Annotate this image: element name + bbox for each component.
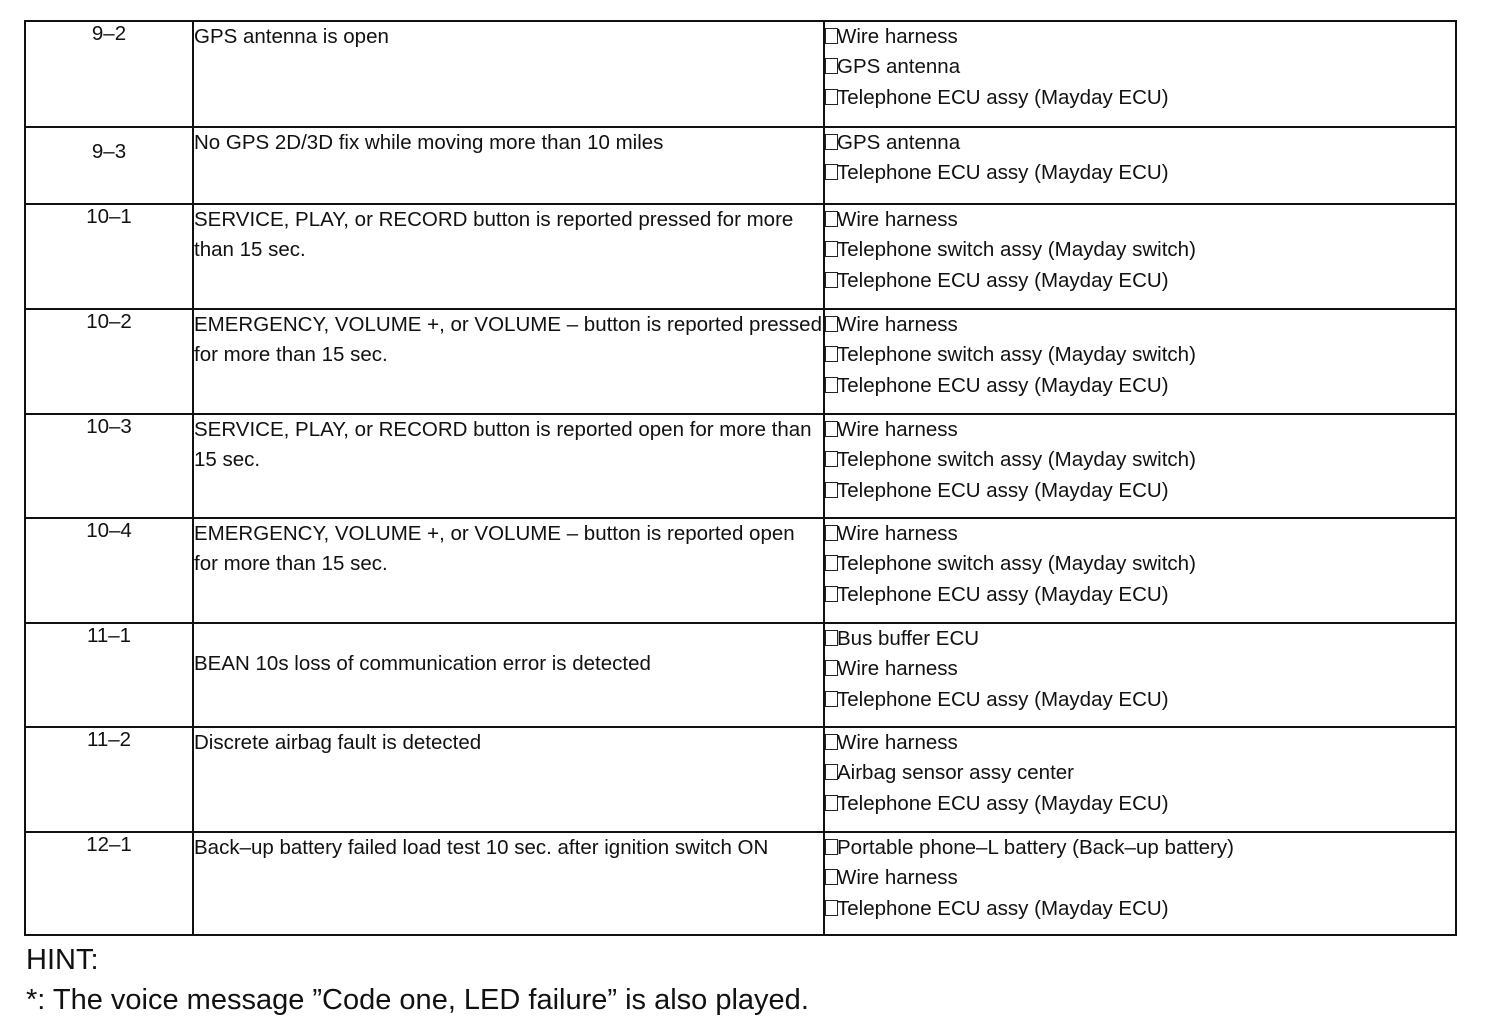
trouble-area-item — [825, 205, 1455, 235]
table-row — [25, 204, 1456, 309]
trouble-area-item — [825, 266, 1455, 296]
dtc-code: 12–1 — [25, 832, 193, 935]
trouble-area-label: Telephone switch assy (Mayday switch) — [837, 238, 1196, 262]
trouble-area-label: Portable phone–L battery (Back–up battery) — [837, 836, 1234, 859]
trouble-area-item — [825, 22, 1455, 52]
table-row — [25, 21, 1456, 127]
trouble-area-label: Telephone ECU assy (Mayday ECU) — [837, 791, 1169, 815]
dtc-code: 9–3 — [25, 127, 193, 204]
trouble-area-item — [825, 158, 1455, 188]
trouble-area-item — [825, 83, 1455, 113]
trouble-area-label: Telephone switch assy (Mayday switch) — [837, 343, 1196, 367]
dtc-table — [24, 20, 1457, 936]
trouble-area-label: Wire harness — [837, 657, 958, 681]
dtc-code: 11–2 — [25, 727, 193, 832]
trouble-area-label: Telephone ECU assy (Mayday ECU) — [837, 687, 1169, 711]
trouble-area-item — [825, 549, 1455, 579]
trouble-area-list — [824, 727, 1456, 832]
trouble-area-label: Telephone ECU assy (Mayday ECU) — [837, 268, 1169, 292]
trouble-area-item — [825, 685, 1455, 715]
trouble-area-label: Wire harness — [837, 313, 958, 336]
trouble-area-item — [825, 728, 1455, 758]
trouble-area-item — [825, 863, 1455, 893]
trouble-area-label: Telephone switch assy (Mayday switch) — [837, 552, 1196, 576]
trouble-area-label: Telephone ECU assy (Mayday ECU) — [837, 582, 1169, 606]
trouble-area-label: Wire harness — [837, 731, 958, 754]
trouble-area-label: Bus buffer ECU — [837, 627, 980, 650]
trouble-area-item — [825, 624, 1455, 654]
table-row — [25, 832, 1456, 935]
trouble-area-item — [825, 445, 1455, 475]
hint-title: HINT: — [26, 944, 99, 976]
trouble-area-item — [825, 654, 1455, 684]
trouble-area-label: Telephone ECU assy (Mayday ECU) — [837, 85, 1169, 109]
trouble-area-label: Telephone ECU assy (Mayday ECU) — [837, 161, 1169, 185]
dtc-description: EMERGENCY, VOLUME +, or VOLUME – button is reported pressed for more than 15 sec. — [193, 309, 824, 414]
dtc-code: 10–3 — [25, 414, 193, 518]
trouble-area-label: Airbag sensor assy center — [837, 761, 1075, 785]
trouble-area-label: Wire harness — [837, 522, 958, 545]
trouble-area-label: GPS antenna — [837, 55, 961, 79]
dtc-code: 9–2 — [25, 21, 193, 127]
trouble-area-item — [825, 519, 1455, 549]
trouble-area-item — [825, 833, 1455, 863]
dtc-description: Discrete airbag fault is detected — [193, 727, 824, 832]
trouble-area-list — [824, 309, 1456, 414]
hint-note: *: The voice message ”Code one, LED failure” is also played. — [26, 984, 809, 1016]
trouble-area-list — [824, 832, 1456, 935]
dtc-code: 10–2 — [25, 309, 193, 414]
trouble-area-item — [825, 128, 1455, 158]
trouble-area-label: Telephone switch assy (Mayday switch) — [837, 448, 1196, 472]
trouble-area-item — [825, 415, 1455, 445]
trouble-area-list — [824, 21, 1456, 127]
trouble-area-label: Telephone ECU assy (Mayday ECU) — [837, 478, 1169, 502]
dtc-description: BEAN 10s loss of communication error is detected — [193, 623, 824, 727]
hint-section — [26, 940, 809, 1020]
dtc-code: 10–4 — [25, 518, 193, 623]
trouble-area-label: Telephone ECU assy (Mayday ECU) — [837, 373, 1169, 397]
dtc-table-body — [25, 21, 1456, 935]
trouble-area-item — [825, 476, 1455, 506]
table-row — [25, 727, 1456, 832]
table-row — [25, 518, 1456, 623]
dtc-code: 11–1 — [25, 623, 193, 727]
trouble-area-list — [824, 204, 1456, 309]
trouble-area-label: GPS antenna — [837, 131, 961, 154]
trouble-area-item — [825, 894, 1455, 924]
trouble-area-item — [825, 371, 1455, 401]
trouble-area-label: Wire harness — [837, 866, 958, 890]
trouble-area-item — [825, 340, 1455, 370]
dtc-description: SERVICE, PLAY, or RECORD button is reported pressed for more than 15 sec. — [193, 204, 824, 309]
trouble-area-list — [824, 518, 1456, 623]
trouble-area-label: Wire harness — [837, 208, 958, 231]
table-row — [25, 623, 1456, 727]
trouble-area-label: Wire harness — [837, 25, 958, 48]
trouble-area-item — [825, 758, 1455, 788]
dtc-description: EMERGENCY, VOLUME +, or VOLUME – button is reported open for more than 15 sec. — [193, 518, 824, 623]
trouble-area-list — [824, 414, 1456, 518]
trouble-area-label: Telephone ECU assy (Mayday ECU) — [837, 896, 1169, 920]
trouble-area-item — [825, 235, 1455, 265]
table-row — [25, 414, 1456, 518]
dtc-description: SERVICE, PLAY, or RECORD button is reported open for more than 15 sec. — [193, 414, 824, 518]
trouble-area-item — [825, 789, 1455, 819]
table-row — [25, 127, 1456, 204]
trouble-area-item — [825, 52, 1455, 82]
table-row — [25, 309, 1456, 414]
dtc-description: Back–up battery failed load test 10 sec. after ignition switch ON — [193, 832, 824, 935]
trouble-area-label: Wire harness — [837, 418, 958, 441]
dtc-description: GPS antenna is open — [193, 21, 824, 127]
dtc-description: No GPS 2D/3D fix while moving more than 10 miles — [193, 127, 824, 204]
trouble-area-item — [825, 580, 1455, 610]
trouble-area-list — [824, 127, 1456, 204]
dtc-code: 10–1 — [25, 204, 193, 309]
trouble-area-item — [825, 310, 1455, 340]
trouble-area-list — [824, 623, 1456, 727]
